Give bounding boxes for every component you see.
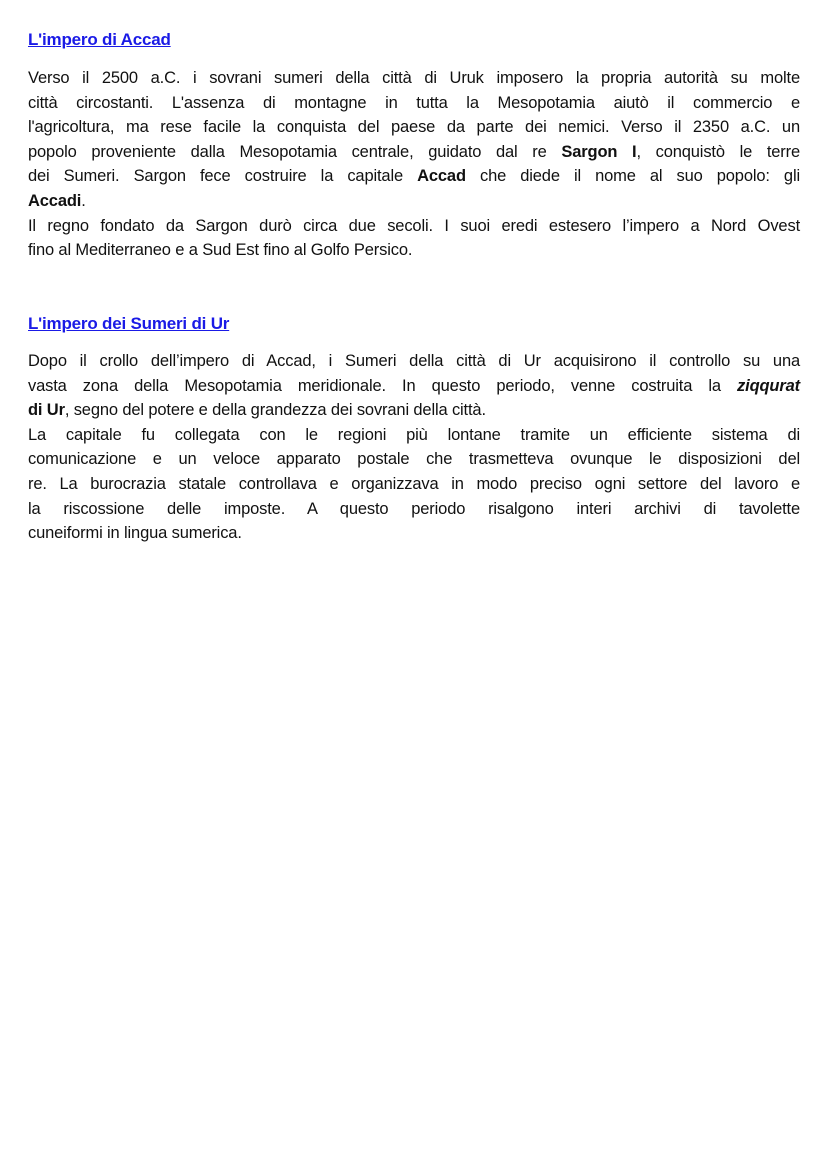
- text-run: città circostanti. L'assenza di montagne in tutta la Mesopotamia aiutò il commercio e: [28, 93, 800, 112]
- text-run: re. La burocrazia statale controllava e organizzava in modo preciso ogni settore del lavoro e: [28, 474, 800, 493]
- text-line: [28, 374, 800, 399]
- bold-accad: Accad: [417, 167, 466, 186]
- text-run: comunicazione e un veloce apparato postale che trasmetteva ovunque le disposizioni del: [28, 450, 800, 469]
- text-run: La capitale fu collegata con le regioni più lontane tramite un efficiente sistema di: [28, 425, 800, 444]
- text-run: .: [81, 191, 86, 210]
- text-run: che diede il nome al suo popolo: gli: [465, 167, 800, 186]
- text-run: l'agricoltura, ma rese facile la conquista del paese da parte dei nemici. Verso il 2350 a.C. un: [28, 118, 800, 137]
- text-line: [28, 497, 800, 522]
- bold-di-ur: di Ur: [28, 401, 65, 420]
- text-run: , conquistò le terre: [636, 142, 801, 161]
- text-run: Verso il 2500 a.C. i sovrani sumeri della città di Uruk imposero la propria autorità su molte: [28, 69, 800, 87]
- text-line: [28, 398, 800, 423]
- heading-impero-di-accad[interactable]: L'impero di Accad: [28, 30, 171, 49]
- text-line: [28, 189, 800, 214]
- text-run: la riscossione delle imposte. A questo periodo risalgono interi archivi di tavolette: [28, 499, 800, 518]
- text-line: [28, 91, 800, 116]
- bold-accadi: Accadi: [28, 191, 82, 210]
- text-line: [28, 115, 800, 140]
- text-line: [28, 164, 800, 189]
- paragraph-accad: [28, 66, 800, 263]
- text-line: [28, 140, 800, 165]
- text-line: [28, 214, 800, 239]
- heading-impero-sumeri-di-ur[interactable]: L'impero dei Sumeri di Ur: [28, 314, 230, 333]
- text-line: [28, 447, 800, 472]
- text-line: [28, 521, 800, 546]
- text-line: [28, 423, 800, 448]
- text-run: dei Sumeri. Sargon fece costruire la capitale: [28, 167, 418, 186]
- bold-sargon: Sargon I: [561, 142, 637, 161]
- paragraph-ur: [28, 349, 800, 546]
- text-line: [28, 472, 800, 497]
- bold-italic-ziqqurat: ziqqurat: [737, 376, 800, 395]
- text-run: cuneiformi in lingua sumerica.: [28, 524, 242, 543]
- text-run: Dopo il crollo dell’impero di Accad, i Sumeri della città di Ur acquisirono il controllo su una: [28, 352, 800, 370]
- text-line: [28, 349, 800, 374]
- text-run: , segno del potere e della grandezza dei sovrani della città.: [64, 401, 486, 420]
- text-line: [28, 66, 800, 91]
- text-run: vasta zona della Mesopotamia meridionale. In questo periodo, venne costruita la: [28, 376, 738, 395]
- text-line: [28, 238, 800, 263]
- text-run: popolo proveniente dalla Mesopotamia centrale, guidato dal re: [28, 142, 562, 161]
- text-run: fino al Mediterraneo e a Sud Est fino al Golfo Persico.: [28, 241, 413, 260]
- text-run: Il regno fondato da Sargon durò circa due secoli. I suoi eredi estesero l’impero a Nord Ovest: [28, 216, 800, 235]
